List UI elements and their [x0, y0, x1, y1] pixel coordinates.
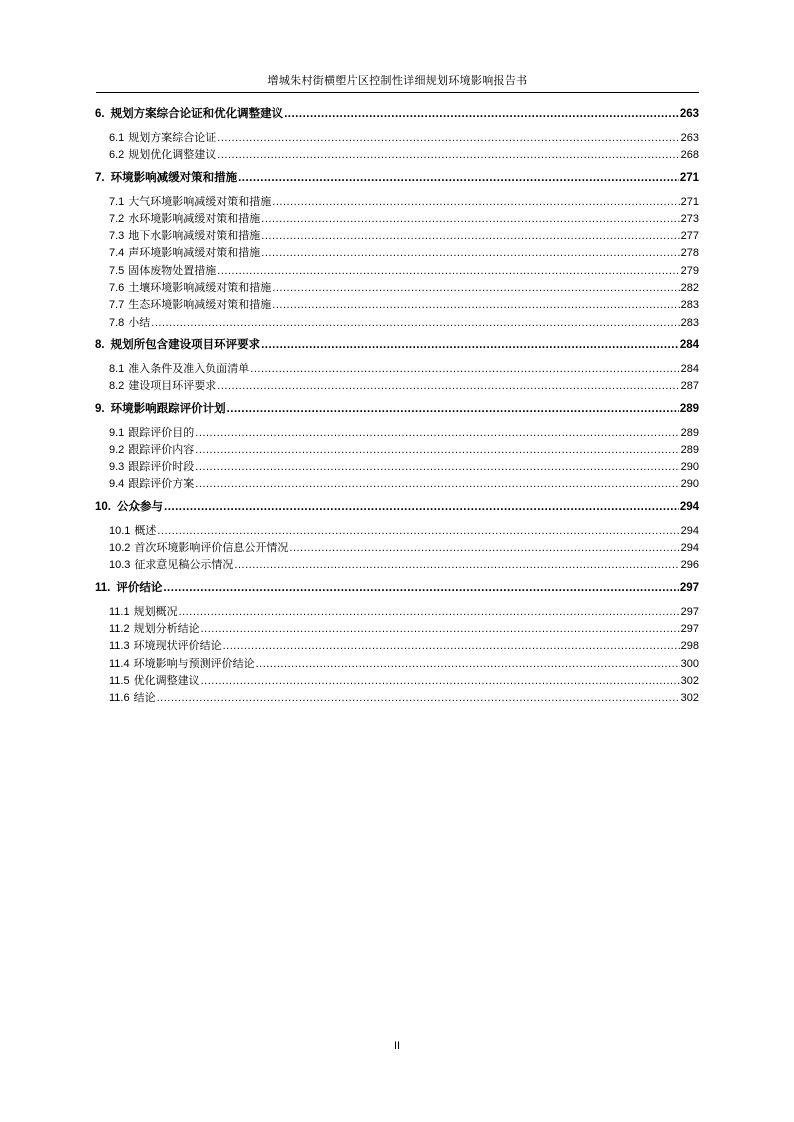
- toc-subsection-number: 7.1: [109, 195, 125, 208]
- toc-subsection-title: 小结: [128, 315, 151, 329]
- toc-dot-leader: [201, 673, 680, 690]
- toc-subsection-title: 跟踪评价时段: [128, 460, 195, 474]
- toc-subsection-number: 11.6: [109, 692, 130, 705]
- toc-dot-leader: [217, 378, 679, 395]
- toc-subsection-number: 7.7: [109, 299, 125, 312]
- toc-subsection-entry[interactable]: [95, 539, 699, 556]
- toc-section-number: 11.: [95, 581, 111, 594]
- toc-subsection-number: 7.8: [109, 316, 125, 329]
- toc-section-number: 8.: [95, 338, 105, 351]
- toc-subsection-title: 建设项目环评要求: [128, 379, 217, 393]
- toc-subsection-page: 287: [680, 380, 699, 393]
- header-rule: [96, 92, 699, 93]
- toc-subsection-page: 294: [680, 542, 699, 555]
- toc-section: [95, 337, 699, 399]
- toc-subsection-entry[interactable]: [95, 296, 699, 313]
- toc-section-title: 环境影响减缓对策和措施: [110, 171, 238, 184]
- toc-subsection-title: 固体废物处置措施: [128, 263, 217, 277]
- toc-subsection-entry[interactable]: [95, 244, 699, 261]
- toc-section-page: 271: [679, 171, 699, 184]
- toc-subsection-number: 11.4: [109, 657, 130, 670]
- toc-dot-leader: [238, 170, 679, 187]
- toc-subsection-number: 8.1: [109, 362, 125, 375]
- toc-dot-leader: [217, 130, 679, 147]
- toc-dot-leader: [261, 245, 679, 262]
- toc-subsection-number: 9.3: [109, 461, 125, 474]
- toc-subsection-page: 297: [680, 605, 699, 618]
- toc-dot-leader: [256, 656, 680, 673]
- toc-section-title: 公众参与: [117, 500, 163, 513]
- toc-section-title: 规划方案综合论证和优化调整建议: [110, 108, 284, 120]
- toc-subsection-entry[interactable]: [95, 360, 699, 377]
- toc-section-entry[interactable]: [95, 337, 699, 354]
- toc-dot-leader: [250, 361, 679, 378]
- toc-subsection-number: 9.2: [109, 443, 125, 456]
- toc-subsection-entry[interactable]: [95, 227, 699, 244]
- toc-dot-leader: [164, 499, 679, 516]
- toc-subsection-title: 优化调整建议: [133, 673, 200, 687]
- toc-subsection-number: 11.5: [109, 674, 130, 687]
- toc-dot-leader: [261, 337, 679, 354]
- toc-subsection-page: 296: [680, 559, 699, 572]
- toc-subsection-title: 跟踪评价内容: [128, 442, 195, 456]
- toc-section: [95, 106, 699, 168]
- toc-subsection-title: 大气环境影响减缓对策和措施: [128, 194, 272, 208]
- toc-subsection-page: 279: [680, 264, 699, 277]
- toc-subsection-number: 11.3: [109, 640, 130, 653]
- toc-subsection-title: 地下水影响减缓对策和措施: [128, 229, 261, 243]
- toc-subsection-entry[interactable]: [95, 637, 699, 654]
- toc-section-title: 评价结论: [116, 581, 163, 594]
- toc-dot-leader: [157, 690, 680, 707]
- toc-subsection-entry[interactable]: [95, 620, 699, 637]
- toc-subsection-entry[interactable]: [95, 314, 699, 331]
- toc-subsection-page: 273: [680, 212, 699, 225]
- toc-subsection-entry[interactable]: [95, 129, 699, 146]
- toc-subsection-entry[interactable]: [95, 689, 699, 706]
- toc-section-number: 10.: [95, 500, 111, 513]
- page-number: II: [393, 1040, 401, 1052]
- toc-subsection-page: 278: [680, 247, 699, 260]
- toc-dot-leader: [195, 425, 679, 442]
- toc-dot-leader: [217, 147, 679, 164]
- toc-subsection-title: 规划分析结论: [133, 621, 200, 635]
- toc-subsection-title: 征求意见稿公示情况: [134, 558, 234, 572]
- toc-subsection-page: 282: [680, 282, 699, 295]
- toc-section-title: 规划所包含建设项目环评要求: [110, 338, 261, 351]
- toc-dot-leader: [201, 621, 680, 638]
- toc-subsection-page: 290: [680, 478, 699, 491]
- toc-subsection-entry[interactable]: [95, 279, 699, 296]
- toc-subsection-title: 规划方案综合论证: [128, 131, 217, 144]
- toc-subsection-page: 283: [680, 299, 699, 312]
- toc-subsection-number: 10.3: [109, 559, 131, 572]
- toc-dot-leader: [217, 263, 679, 280]
- toc-subsection-title: 规划概况: [133, 604, 178, 618]
- toc-subsection-entry[interactable]: [95, 377, 699, 394]
- toc-subsection-title: 环境影响与预测评价结论: [133, 656, 255, 670]
- toc-dot-leader: [272, 280, 679, 297]
- toc-subsection-title: 声环境影响减缓对策和措施: [128, 246, 261, 260]
- toc-subsection-entry[interactable]: [95, 424, 699, 441]
- toc-section-number: 6.: [95, 108, 105, 120]
- toc-subsection-entry[interactable]: [95, 458, 699, 475]
- toc-dot-leader: [195, 459, 679, 476]
- table-of-contents: [95, 106, 699, 710]
- toc-subsection-entry[interactable]: [95, 441, 699, 458]
- toc-subsection-title: 跟踪评价目的: [128, 425, 195, 439]
- toc-subsection-title: 首次环境影响评价信息公开情况: [134, 541, 289, 555]
- toc-section-title: 环境影响跟踪评价计划: [110, 402, 226, 415]
- toc-subsection-entry[interactable]: [95, 475, 699, 492]
- toc-section-page: 263: [679, 108, 699, 120]
- toc-section-number: 7.: [95, 171, 105, 184]
- toc-subsection-number: 10.1: [109, 524, 131, 537]
- toc-dot-leader: [289, 540, 679, 557]
- toc-subsection-page: 263: [680, 132, 699, 144]
- toc-subsection-title: 土壤环境影响减缓对策和措施: [128, 281, 272, 295]
- toc-dot-leader: [234, 557, 679, 574]
- toc-section: [95, 580, 699, 711]
- toc-dot-leader: [195, 476, 679, 493]
- toc-dot-leader: [223, 638, 680, 655]
- toc-subsection-number: 9.1: [109, 426, 125, 439]
- toc-section-entry[interactable]: [95, 106, 699, 123]
- toc-subsection-entry[interactable]: [95, 146, 699, 163]
- toc-dot-leader: [163, 580, 678, 597]
- toc-section-entry[interactable]: [95, 580, 699, 597]
- toc-subsection-number: 6.2: [109, 149, 125, 162]
- toc-subsection-title: 准入条件及准入负面清单: [128, 361, 250, 375]
- running-header: 增城朱村街横塱片区控制性详细规划环境影响报告书: [267, 74, 528, 87]
- toc-dot-leader: [272, 297, 679, 314]
- toc-section-page: 289: [679, 402, 699, 415]
- toc-section: [95, 401, 699, 497]
- toc-subsection-page: 302: [680, 692, 699, 705]
- toc-subsection-page: 283: [680, 316, 699, 329]
- toc-dot-leader: [179, 604, 680, 621]
- toc-section: [95, 170, 699, 335]
- toc-section-page: 284: [679, 338, 699, 351]
- toc-subsection-page: 289: [680, 443, 699, 456]
- toc-subsection-page: 277: [680, 230, 699, 243]
- toc-subsection-page: 297: [680, 622, 699, 635]
- toc-subsection-entry[interactable]: [95, 672, 699, 689]
- toc-subsection-page: 284: [680, 362, 699, 375]
- toc-subsection-page: 302: [680, 674, 699, 687]
- toc-subsection-entry[interactable]: [95, 655, 699, 672]
- toc-subsection-page: 290: [680, 461, 699, 474]
- toc-dot-leader: [151, 315, 679, 332]
- toc-dot-leader: [157, 523, 679, 540]
- toc-section: [95, 499, 699, 578]
- toc-subsection-number: 11.1: [109, 605, 130, 618]
- toc-subsection-number: 7.6: [109, 282, 125, 295]
- toc-subsection-page: 289: [680, 426, 699, 439]
- toc-subsection-number: 6.1: [109, 132, 125, 144]
- toc-subsection-page: 294: [680, 524, 699, 537]
- toc-subsection-entry[interactable]: [95, 262, 699, 279]
- toc-subsection-number: 11.2: [109, 622, 130, 635]
- toc-subsection-number: 7.3: [109, 230, 125, 243]
- toc-subsection-title: 跟踪评价方案: [128, 477, 195, 491]
- toc-subsection-page: 271: [680, 195, 699, 208]
- toc-subsection-number: 7.5: [109, 264, 125, 277]
- toc-subsection-entry[interactable]: [95, 193, 699, 210]
- toc-dot-leader: [284, 106, 679, 123]
- toc-dot-leader: [195, 442, 679, 459]
- toc-subsection-number: 10.2: [109, 542, 131, 555]
- toc-subsection-number: 7.4: [109, 247, 125, 260]
- toc-section-page: 294: [679, 500, 699, 513]
- toc-dot-leader: [261, 228, 679, 245]
- toc-dot-leader: [261, 211, 679, 228]
- toc-subsection-number: 9.4: [109, 478, 125, 491]
- toc-subsection-title: 概述: [134, 523, 157, 537]
- toc-subsection-title: 环境现状评价结论: [133, 639, 222, 653]
- toc-subsection-page: 300: [680, 657, 699, 670]
- toc-subsection-number: 8.2: [109, 380, 125, 393]
- toc-dot-leader: [227, 401, 679, 418]
- toc-subsection-number: 7.2: [109, 212, 125, 225]
- toc-subsection-entry[interactable]: [95, 210, 699, 227]
- toc-subsection-page: 268: [680, 149, 699, 162]
- toc-subsection-entry[interactable]: [95, 556, 699, 573]
- toc-section-page: 297: [679, 581, 699, 594]
- toc-subsection-title: 生态环境影响减缓对策和措施: [128, 298, 272, 312]
- toc-subsection-title: 结论: [133, 691, 156, 705]
- toc-dot-leader: [272, 194, 679, 211]
- toc-subsection-title: 水环境影响减缓对策和措施: [128, 211, 261, 225]
- toc-subsection-entry[interactable]: [95, 603, 699, 620]
- toc-subsection-page: 298: [680, 640, 699, 653]
- toc-subsection-entry[interactable]: [95, 522, 699, 539]
- toc-section-number: 9.: [95, 402, 105, 415]
- toc-subsection-title: 规划优化调整建议: [128, 148, 217, 162]
- toc-section-entry[interactable]: [95, 401, 699, 418]
- toc-section-entry[interactable]: [95, 499, 699, 516]
- toc-section-entry[interactable]: [95, 170, 699, 187]
